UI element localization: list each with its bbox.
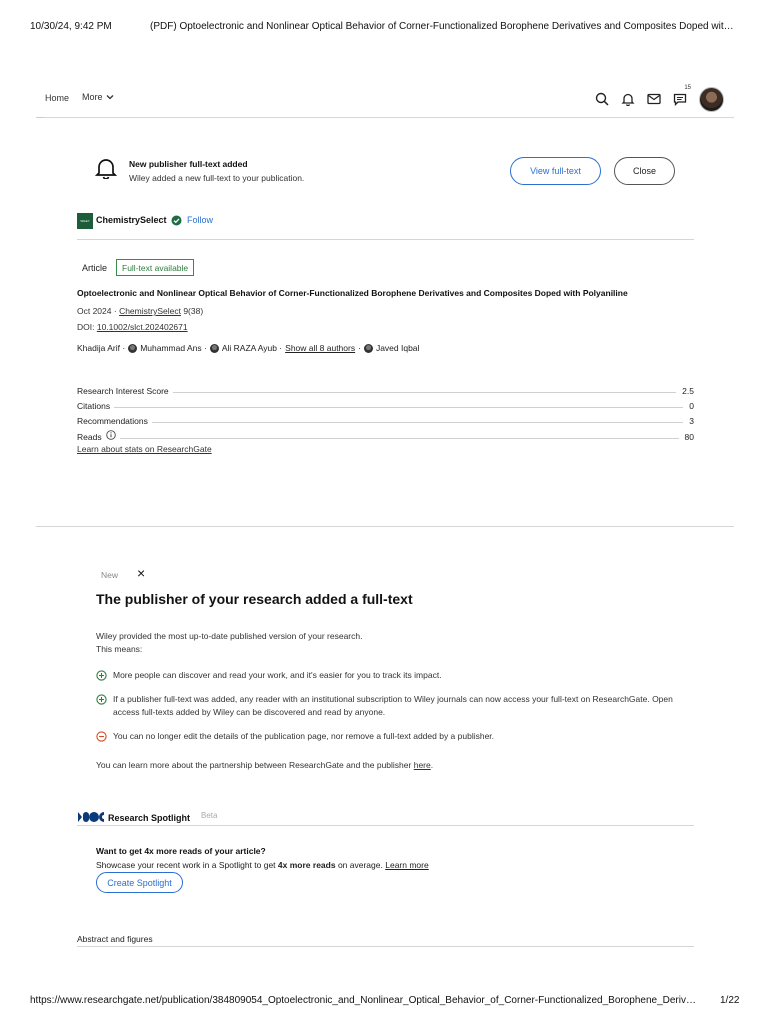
spotlight-question: Want to get 4x more reads of your article?: [96, 846, 266, 856]
top-navigation: [36, 84, 734, 118]
divider: [77, 825, 694, 826]
stat-label: Citations: [77, 401, 111, 411]
publication-title: Optoelectronic and Nonlinear Optical Behavior of Corner-Functionalized Borophene Derivatives and Composites Doped with Polyaniline: [77, 288, 628, 298]
stat-leader-line: [173, 392, 677, 393]
author-avatar: [128, 344, 137, 353]
notification-title: New publisher full-text added: [129, 159, 248, 169]
stat-leader-line: [152, 422, 683, 423]
plus-circle-icon: [96, 670, 107, 681]
spotlight-name: Research Spotlight: [108, 813, 191, 823]
learn-about-stats-link[interactable]: Learn about stats on ResearchGate: [77, 444, 212, 454]
doi-label: DOI:: [77, 322, 95, 332]
stat-value: 3: [689, 416, 694, 426]
partnership-text: You can learn more about the partnership between ResearchGate and the publisher: [96, 760, 412, 770]
author-name[interactable]: Khadija Arif ·: [77, 343, 126, 353]
publication-volume: 9(38): [183, 306, 204, 316]
stat-label: Reads: [77, 432, 102, 442]
learn-more-link[interactable]: Learn more: [385, 860, 429, 870]
nav-active-indicator: [36, 117, 44, 118]
journal-logo[interactable]: WILEY: [77, 213, 93, 229]
limitation-text: You can no longer edit the details of the publication page, nor remove a full-text added by a publisher.: [113, 731, 495, 741]
spotlight-desc-end: on average.: [337, 860, 383, 870]
partnership-end: .: [430, 760, 434, 770]
avatar[interactable]: [699, 87, 724, 112]
print-page-number: 1/22: [720, 995, 740, 1006]
info-icon[interactable]: [106, 430, 116, 440]
nav-more-label: More: [82, 92, 103, 102]
plus-circle-icon: [96, 694, 107, 705]
divider: [77, 946, 694, 947]
minus-circle-icon: [96, 731, 107, 742]
nav-home-link[interactable]: Home: [45, 93, 70, 103]
mail-icon[interactable]: [647, 93, 661, 105]
author-name[interactable]: Muhammad Ans ·: [140, 343, 207, 353]
stat-row-research-interest: [77, 381, 694, 396]
stat-leader-line: [120, 438, 679, 439]
bell-icon[interactable]: [621, 92, 635, 106]
publisher-panel-title: The publisher of your research added a full-text: [96, 591, 413, 607]
chevron-down-icon: [106, 94, 114, 100]
stat-row-citations: [77, 396, 694, 411]
partnership-here-link[interactable]: here: [413, 760, 431, 770]
benefit-item: [96, 693, 696, 719]
stat-label: Research Interest Score: [77, 386, 169, 396]
bell-icon: [95, 157, 117, 179]
verified-check-icon: [171, 215, 182, 226]
follow-journal-link[interactable]: Follow: [187, 215, 214, 225]
publication-doi-row: [77, 322, 188, 332]
benefit-item: [96, 669, 696, 682]
author-name[interactable]: Javed Iqbal: [375, 343, 420, 353]
nav-more-menu[interactable]: [82, 92, 114, 102]
research-spotlight-logo-icon: [77, 811, 105, 823]
stat-row-reads: [77, 427, 694, 442]
intro-line: This means:: [96, 644, 143, 654]
publication-date: Oct 2024 ·: [77, 306, 117, 316]
stat-value: 80: [684, 432, 694, 442]
stat-value: 0: [689, 401, 694, 411]
journal-name[interactable]: ChemistrySelect: [96, 215, 167, 225]
close-notification-button[interactable]: Close: [614, 157, 675, 185]
divider: [77, 239, 694, 240]
limitation-item: [96, 730, 696, 743]
view-full-text-button[interactable]: View full-text: [510, 157, 601, 185]
authors-list: [77, 343, 419, 353]
doi-link[interactable]: 10.1002/slct.202402671: [96, 322, 188, 332]
benefit-text: More people can discover and read your work, and it's easier for you to track its impact.: [113, 670, 442, 680]
stat-row-recommendations: [77, 411, 694, 426]
nav-icon-group: [595, 84, 724, 114]
print-document-title: (PDF) Optoelectronic and Nonlinear Optical Behavior of Corner-Functionalized Borophene Derivatives and Composites Doped wit…: [150, 21, 734, 32]
create-spotlight-button[interactable]: Create Spotlight: [96, 872, 183, 893]
publication-meta: [77, 306, 203, 316]
section-divider: [36, 526, 734, 527]
chat-icon: [673, 93, 687, 106]
publisher-panel-intro: [96, 630, 696, 656]
stat-leader-line: [114, 407, 683, 408]
stat-label: Recommendations: [77, 416, 148, 426]
new-tag: New: [101, 570, 119, 580]
author-avatar: [364, 344, 373, 353]
close-icon[interactable]: ×: [137, 565, 146, 581]
spotlight-desc-bold: 4x more reads: [277, 860, 336, 870]
partnership-note: [96, 760, 433, 770]
author-separator: ·: [358, 343, 361, 353]
chat-icon-wrapper[interactable]: [673, 84, 691, 106]
article-type: Article: [82, 263, 108, 273]
notification-text: Wiley added a new full-text to your publication.: [129, 173, 305, 183]
intro-line: Wiley provided the most up-to-date published version of your research.: [96, 631, 363, 641]
full-text-available-badge[interactable]: Full-text available: [116, 259, 194, 276]
messages-badge: 15: [684, 84, 691, 91]
spotlight-description: [96, 860, 429, 870]
spotlight-desc-text: Showcase your recent work in a Spotlight to get: [96, 860, 276, 870]
author-avatar: [210, 344, 219, 353]
print-url: https://www.researchgate.net/publication/384809054_Optoelectronic_and_Nonlinear_Optical_Behavior_of_Corner-Functionalized_Borophene_Deriv…: [30, 995, 696, 1006]
journal-link[interactable]: ChemistrySelect: [119, 306, 181, 316]
show-all-authors-link[interactable]: Show all 8 authors: [285, 343, 356, 353]
stat-value: 2.5: [682, 386, 694, 396]
beta-badge: Beta: [201, 811, 218, 820]
abstract-heading[interactable]: Abstract and figures: [77, 934, 153, 944]
search-icon[interactable]: [595, 92, 609, 106]
print-datetime: 10/30/24, 9:42 PM: [30, 21, 112, 32]
author-name[interactable]: Ali RAZA Ayub ·: [221, 343, 283, 353]
benefit-text: If a publisher full-text was added, any reader with an institutional subscription to Wiley journals can now access your full-text on ResearchGate. Open access full-texts added by Wiley can be discovered and read by anyone.: [113, 694, 673, 717]
